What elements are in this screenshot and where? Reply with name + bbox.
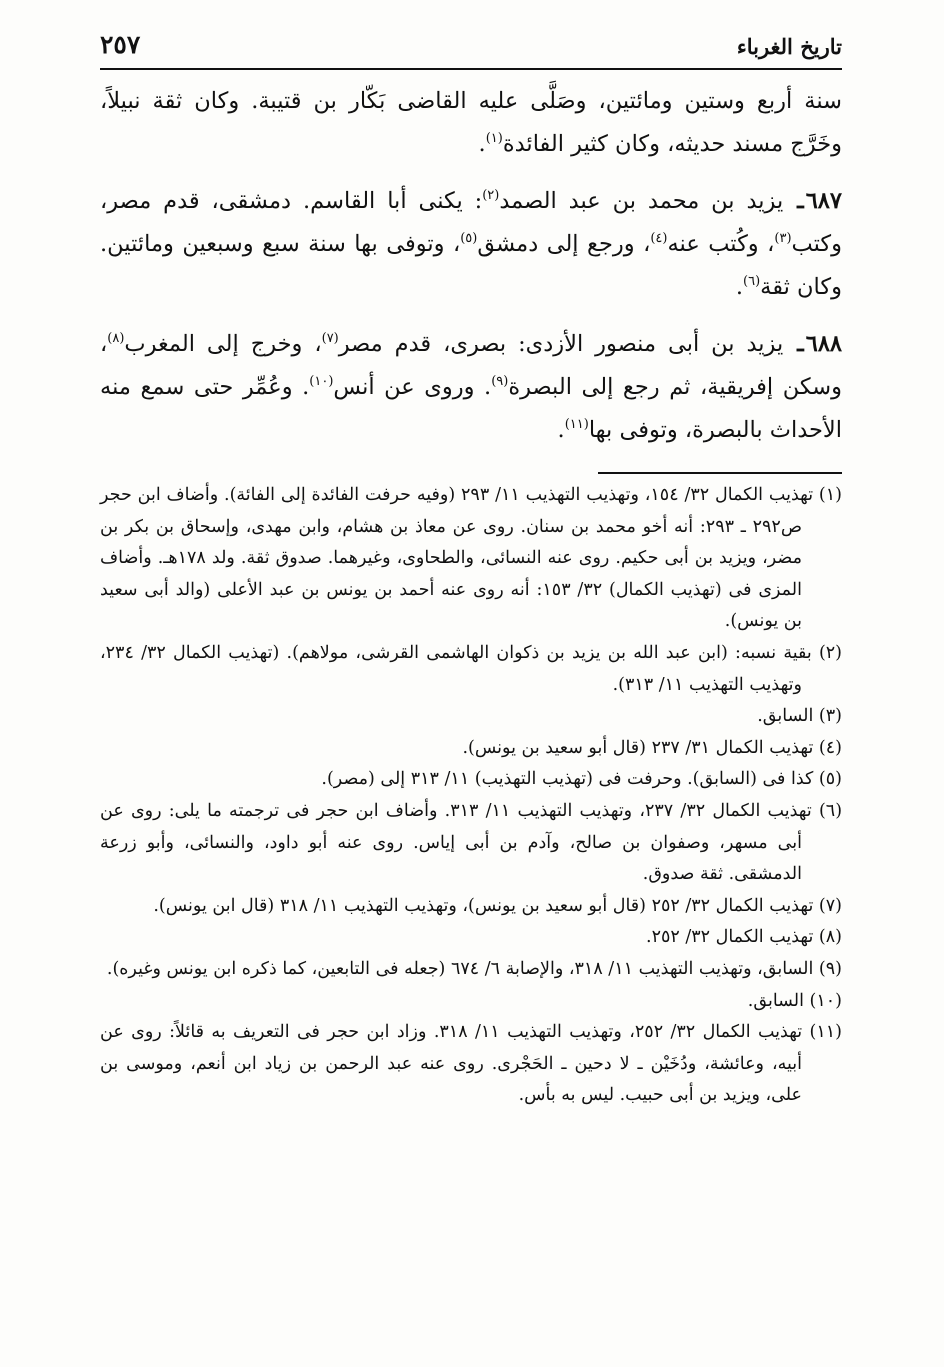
entry-text: ، وخرج إلى المغرب <box>124 331 322 357</box>
entry-text: ، وكُتب عنه <box>667 231 775 257</box>
footnote-1: (١) تهذيب الكمال ٣٢/ ١٥٤، وتهذيب التهذيب ١١/ ٢٩٣ (وفيه حرفت الفائدة إلى الفائة). وأضاف ابن حجر ص٢٩٢ ـ ٢٩٣: أنه أخو محمد بن سنان. روى عن معاذ بن هشام، وابن مهدى، وإسحاق بن بكر بن مضر، ويزيد بن أبى حكيم. روى عنه النسائى، والطحاوى، وغيرهما. صدوق ثقة. ولد ١٧٨هـ. وأضاف المزى فى (تهذيب الكمال) ٣٢/ ١٥٣: أنه روى عنه أحمد بن يونس بن عبد الأعلى (والد أبى سعيد بن يونس). <box>100 485 842 632</box>
footnote-10: (١٠) السابق. <box>747 990 842 1011</box>
footnote-8: (٨) تهذيب الكمال ٣٢/ ٢٥٢. <box>645 927 842 948</box>
footnote-ref: (٦) <box>743 274 761 289</box>
footnote-11: (١١) تهذيب الكمال ٣٢/ ٢٥٢، وتهذيب التهذيب ١١/ ٣١٨. وزاد ابن حجر فى التعريف به قائلاً: روى عن أبيه، وعائشة، ودُخَيْن ـ لا دحين ـ الحَجْرى. روى عنه عبد الرحمن بن زياد ابن أنعم، وموسى بن على، ويزيد بن أبى حبيب. ليس به بأس. <box>100 1022 842 1106</box>
entry-text: ، وسكن إفريقية، ثم رجع إلى البصرة <box>100 331 843 400</box>
footnote-7: (٧) تهذيب الكمال ٣٢/ ٢٥٢ (قال أبو سعيد بن يونس)، وتهذيب التهذيب ١١/ ٣١٨ (قال ابن يونس). <box>153 895 842 916</box>
footnote-rule <box>598 472 842 474</box>
entry-text: يزيد بن أبى منصور الأزدى: بصرى، قدم مصر <box>338 331 784 357</box>
entry-text: . وعُمِّر حتى سمع منه الأحداث بالبصرة، وتوفى بها <box>100 374 842 443</box>
entry-688 <box>100 323 842 452</box>
entry-text: ، ورجع إلى دمشق <box>477 231 651 257</box>
footnote-ref: (٥) <box>460 231 478 246</box>
intro-text: سنة أربع وستين ومائتين، وصَلَّى عليه القاضى بَكّار بن قتيبة. وكان ثقة نبيلاً، وخَرَّج مسند حديثه، وكان كثير الفائدة <box>100 88 842 157</box>
footnote-ref: (٤) <box>650 231 668 246</box>
entry-text: يزيد بن محمد بن عبد الصمد <box>499 188 784 214</box>
footnote-ref: (٧) <box>321 331 339 346</box>
main-text <box>100 80 842 452</box>
page-number: ٢٥٧ <box>100 30 141 59</box>
entry-text: : يكنى أبا القاسم. دمشقى، قدم مصر، وكتب <box>100 188 842 257</box>
entry-687 <box>100 180 842 309</box>
page-header <box>100 28 842 70</box>
footnote-ref: (٨) <box>107 331 125 346</box>
footnote-2: (٢) بقية نسبه: (ابن عبد الله بن يزيد بن ذكوان الهاشمى القرشى، مولاهم). (تهذيب الكمال ٣٢/ ٢٣٤، وتهذيب التهذيب ١١/ ٣١٣). <box>100 642 842 695</box>
entry-number: ٦٨٨ <box>805 331 843 357</box>
running-title: تاريخ الغرباء <box>736 34 842 59</box>
footnote-ref: (١١) <box>564 417 589 432</box>
footnote-ref: (٢) <box>482 188 500 203</box>
footnote-ref: (١٠) <box>309 374 334 389</box>
footnote-5: (٥) كذا فى (السابق). وحرفت فى (تهذيب التهذيب) ١١/ ٣١٣ إلى (مصر). <box>321 769 842 790</box>
entry-text: . <box>735 274 744 300</box>
intro-paragraph <box>100 80 842 166</box>
footnote-4: (٤) تهذيب الكمال ٣١/ ٢٣٧ (قال أبو سعيد بن يونس). <box>462 737 842 758</box>
footnotes <box>100 480 842 1112</box>
footnote-3: (٣) السابق. <box>757 706 842 727</box>
footnote-ref: (١) <box>485 131 503 146</box>
entry-number: ٦٨٧ <box>805 188 842 214</box>
book-page <box>100 28 842 1112</box>
footnote-ref: (٣) <box>774 231 792 246</box>
entry-bullet: ـ <box>797 188 804 214</box>
footnote-separator <box>100 466 842 480</box>
entry-text: ، وتوفى بها سنة سبع وسبعين ومائتين. وكان ثقة <box>100 231 842 300</box>
intro-end: . <box>478 131 486 157</box>
footnote-ref: (٩) <box>491 374 509 389</box>
footnote-6: (٦) تهذيب الكمال ٣٢/ ٢٣٧، وتهذيب التهذيب ١١/ ٣١٣. وأضاف ابن حجر فى ترجمته ما يلى: روى عن أبى مسهر، وصفوان بن صالح، وآدم بن أبى إياس. روى عنه أبو داود، والنسائى، وأبو زرعة الدمشقى. ثقة صدوق. <box>100 800 843 885</box>
entry-bullet: ـ <box>797 331 804 357</box>
entry-text: . وروى عن أنس <box>333 374 492 400</box>
footnote-9: (٩) السابق، وتهذيب التهذيب ١١/ ٣١٨، والإصابة ٦/ ٦٧٤ (جعله فى التابعين، كما ذكره ابن يونس وغيره). <box>106 958 842 979</box>
entry-text: . <box>557 417 565 443</box>
